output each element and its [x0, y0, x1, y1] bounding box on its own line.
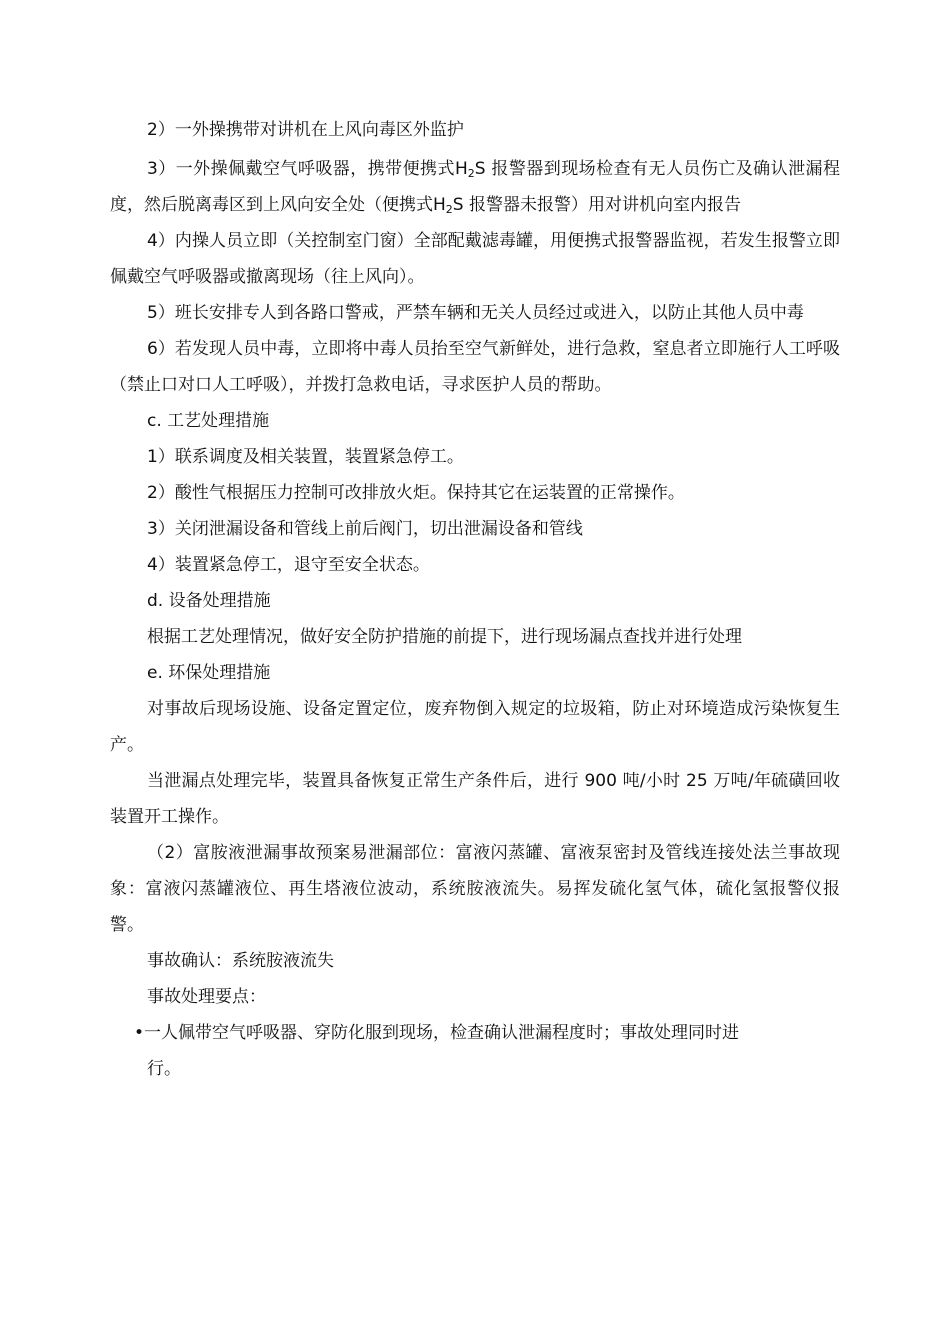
- paragraph-1: 2）一外操携带对讲机在上风向毒区外监护: [147, 120, 464, 140]
- document-page: [110, 112, 840, 1087]
- paragraph-16: （2）富胺液泄漏事故预案易泄漏部位：富液闪蒸罐、富液泵密封及管线连接处法兰事故现象：富液闪蒸罐液位、再生塔液位波动，系统胺液流失。易挥发硫化氢气体，硫化氢报警仪报警。: [110, 843, 840, 935]
- h2s-sub-2: 2: [445, 203, 453, 216]
- paragraph-2: [110, 151, 840, 223]
- section-d-heading: d. 设备处理措施: [147, 591, 271, 611]
- paragraph-7: 1）联系调度及相关装置，装置紧急停工。: [147, 447, 464, 467]
- paragraph-12: 根据工艺处理情况，做好安全防护措施的前提下，进行现场漏点查找并进行处理: [147, 627, 742, 647]
- paragraph-18: 事故处理要点：: [147, 987, 266, 1007]
- section-c-heading: c. 工艺处理措施: [147, 411, 270, 431]
- paragraph-2-part-b: S 报警器到现场检查有无人员伤亡及确认泄漏程度，然后脱离毒区到上风向安全处（便携式: [110, 159, 840, 215]
- paragraph-2-part-c: S 报警器未报警）用对讲机向室内报告: [452, 195, 741, 215]
- h2s-h-2: H: [433, 195, 446, 215]
- paragraph-2-part-a: 3）一外操佩戴空气呼吸器，携带便携式: [147, 159, 455, 179]
- paragraph-10: 4）装置紧急停工，退守至安全状态。: [147, 555, 430, 575]
- paragraph-14: 对事故后现场设施、设备定置定位，废弃物倒入规定的垃圾箱，防止对环境造成污染恢复生产。: [110, 699, 840, 755]
- paragraph-9: 3）关闭泄漏设备和管线上前后阀门，切出泄漏设备和管线: [147, 519, 583, 539]
- h2s-sub-1: 2: [467, 167, 475, 180]
- paragraph-15: 当泄漏点处理完毕，装置具备恢复正常生产条件后，进行 900 吨/小时 25 万吨/年硫磺回收装置开工操作。: [110, 771, 840, 827]
- bullet-item: •一人佩带空气呼吸器、穿防化服到现场，检查确认泄漏程度时；事故处理同时进: [134, 1023, 740, 1043]
- h2s-h-1: H: [454, 159, 468, 179]
- paragraph-3: 4）内操人员立即（关控制室门窗）全部配戴滤毒罐，用便携式报警器监视，若发生报警立即佩戴空气呼吸器或撤离现场（往上风向）。: [110, 231, 840, 287]
- paragraph-17: 事故确认：系统胺液流失: [147, 951, 334, 971]
- paragraph-4: 5）班长安排专人到各路口警戒，严禁车辆和无关人员经过或进入，以防止其他人员中毒: [147, 303, 804, 323]
- paragraph-5: 6）若发现人员中毒，立即将中毒人员抬至空气新鲜处，进行急救，窒息者立即施行人工呼吸（禁止口对口人工呼吸），并拨打急救电话，寻求医护人员的帮助。: [110, 339, 840, 395]
- paragraph-8: 2）酸性气根据压力控制可改排放火炬。保持其它在运装置的正常操作。: [147, 483, 685, 503]
- bullet-continuation: 行。: [147, 1059, 181, 1079]
- section-e-heading: e. 环保处理措施: [147, 663, 271, 683]
